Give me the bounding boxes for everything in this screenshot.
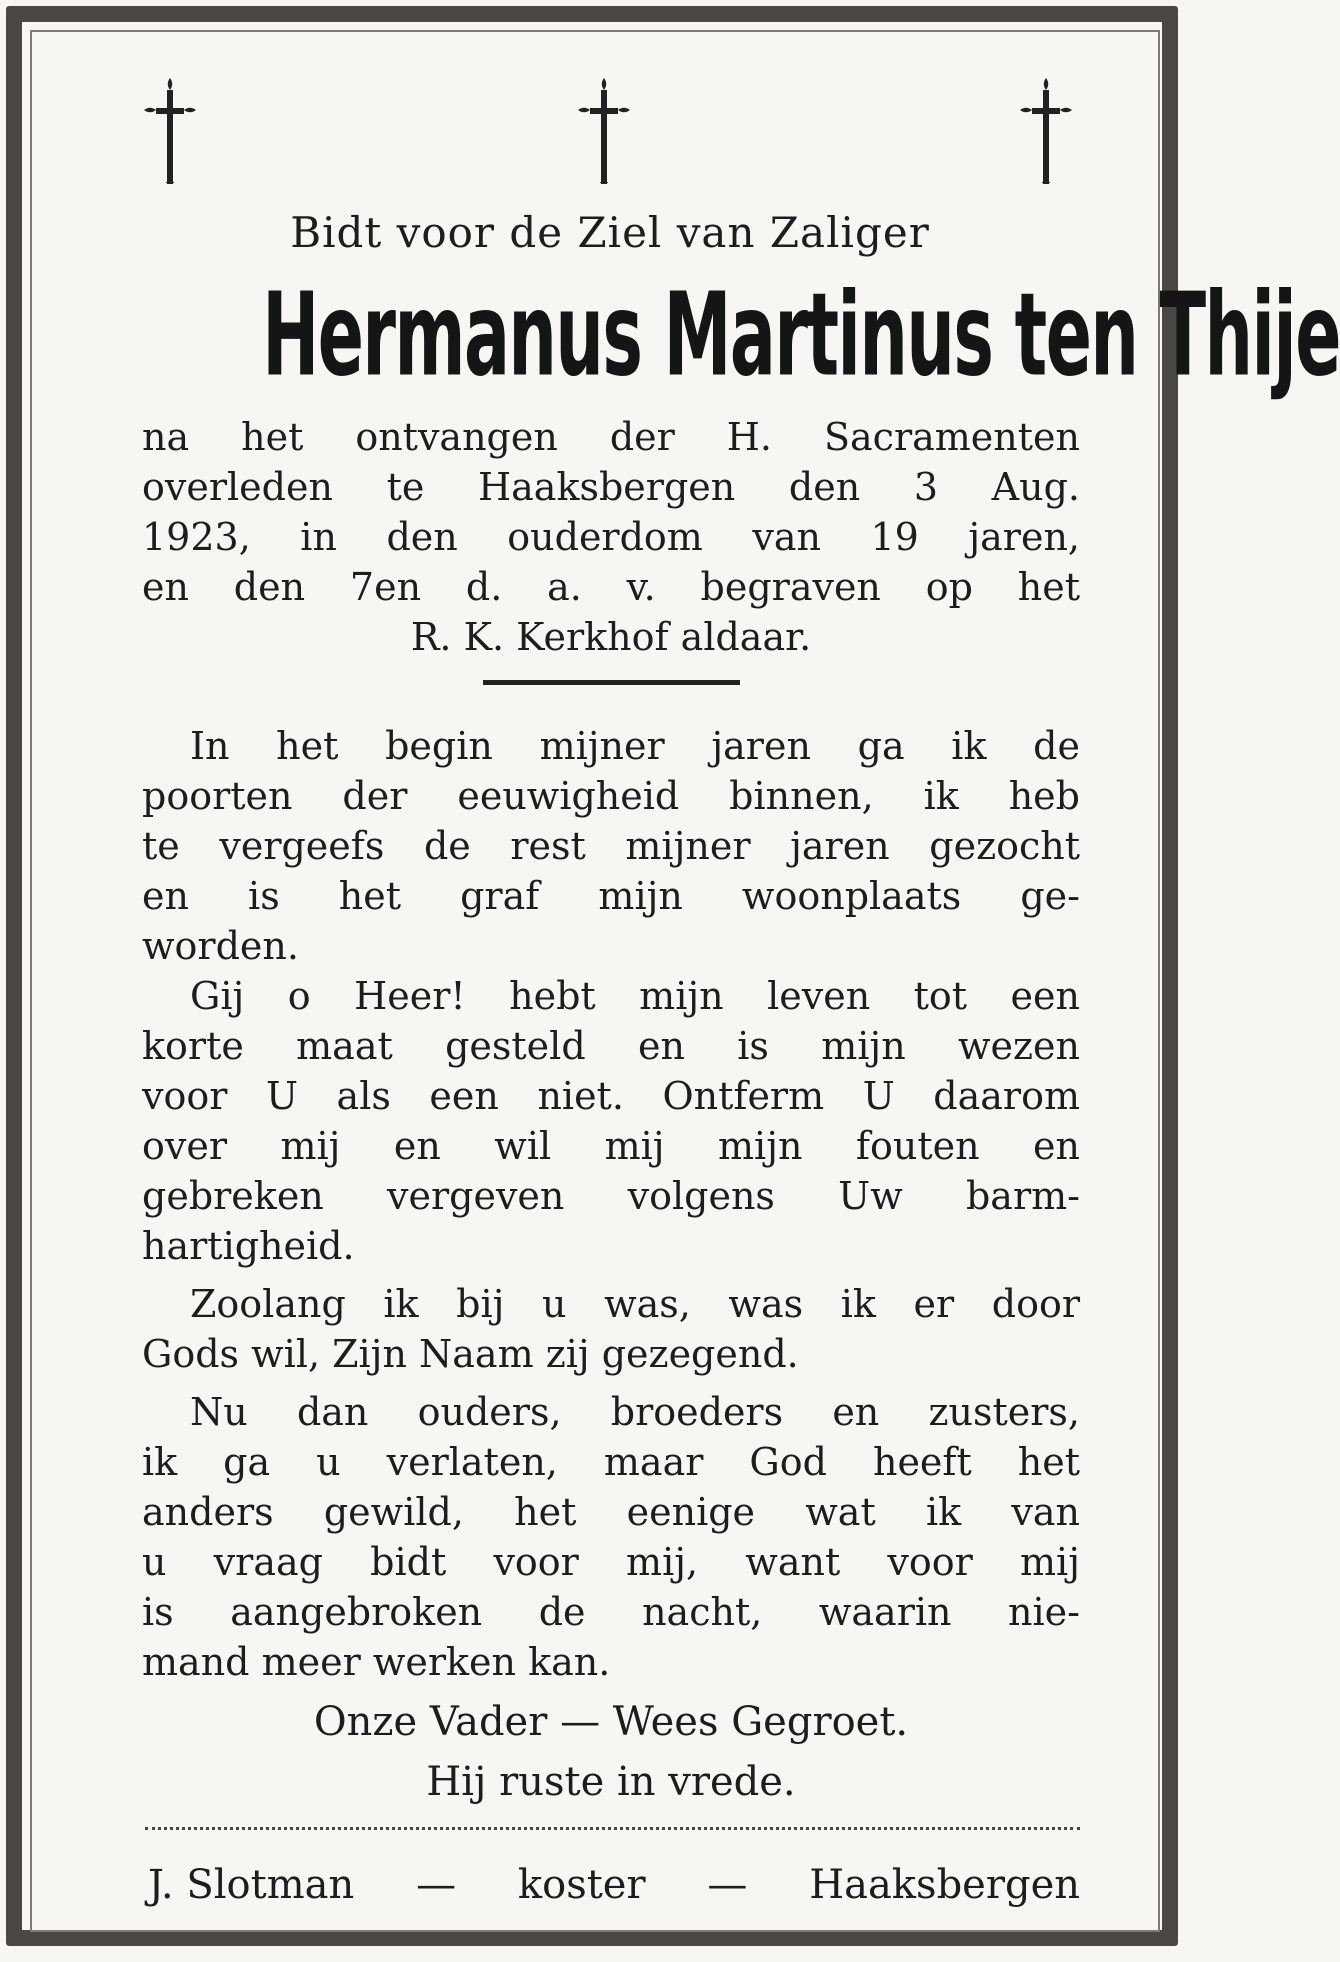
- verse-line: te vergeefs de rest mijner jaren gezocht: [142, 824, 1080, 868]
- printer-footer: [148, 1862, 1080, 1908]
- printer-role: koster: [517, 1862, 646, 1908]
- verse-line: Nu dan ouders, broeders en zusters,: [190, 1390, 1080, 1434]
- verse-line: Gods wil, Zijn Naam zij gezegend.: [142, 1332, 799, 1376]
- verse-line: Zoolang ik bij u was, was ik er door: [190, 1282, 1080, 1326]
- verse-line: mand meer werken kan.: [142, 1640, 611, 1684]
- verse-line: anders gewild, het eenige wat ik van: [142, 1490, 1080, 1534]
- deceased-name: Hermanus Martinus ten Thije: [262, 268, 1340, 402]
- verse-line: voor U als een niet. Ontferm U daarom: [142, 1074, 1080, 1118]
- footer-dash: —: [416, 1862, 457, 1908]
- verse-line: u vraag bidt voor mij, want voor mij: [142, 1540, 1080, 1584]
- verse-line: In het begin mijner jaren ga ik de: [190, 724, 1080, 768]
- intro-line: Bidt voor de Ziel van Zaliger: [290, 208, 930, 257]
- detail-line: R. K. Kerkhof aldaar.: [410, 615, 812, 659]
- verse-line: ik ga u verlaten, maar God heeft het: [142, 1440, 1080, 1484]
- verse-line: korte maat gesteld en is mijn wezen: [142, 1024, 1080, 1068]
- detail-line: na het ontvangen der H. Sacramenten: [142, 415, 1080, 459]
- printer-town: Haaksbergen: [809, 1862, 1080, 1908]
- verse-line: over mij en wil mij mijn fouten en: [142, 1124, 1080, 1168]
- detail-line: 1923, in den ouderdom van 19 jaren,: [142, 515, 1080, 559]
- detail-line: en den 7en d. a. v. begraven op het: [142, 565, 1080, 609]
- prayers-line: Onze Vader — Wees Gegroet.: [313, 1699, 909, 1745]
- cross-icon: [140, 76, 200, 188]
- verse-line: hartigheid.: [142, 1224, 355, 1268]
- divider-rule: [483, 680, 740, 685]
- verse-line: en is het graf mijn woonplaats ge-: [142, 874, 1080, 918]
- verse-line: is aangebroken de nacht, waarin nie-: [142, 1590, 1080, 1634]
- detail-line: overleden te Haaksbergen den 3 Aug.: [142, 465, 1080, 509]
- verse-line: Gij o Heer! hebt mijn leven tot een: [190, 974, 1080, 1018]
- verse-line: poorten der eeuwigheid binnen, ik heb: [142, 774, 1080, 818]
- cross-icon: [574, 76, 634, 188]
- footer-dash: —: [707, 1862, 748, 1908]
- verse-line: worden.: [142, 924, 299, 968]
- verse-line: gebreken vergeven volgens Uw barm-: [142, 1174, 1080, 1218]
- printer-name: J. Slotman: [148, 1862, 355, 1908]
- cross-icon: [1016, 76, 1076, 188]
- footer-divider: [145, 1827, 1080, 1830]
- rest-in-peace-line: Hij ruste in vrede.: [426, 1759, 796, 1805]
